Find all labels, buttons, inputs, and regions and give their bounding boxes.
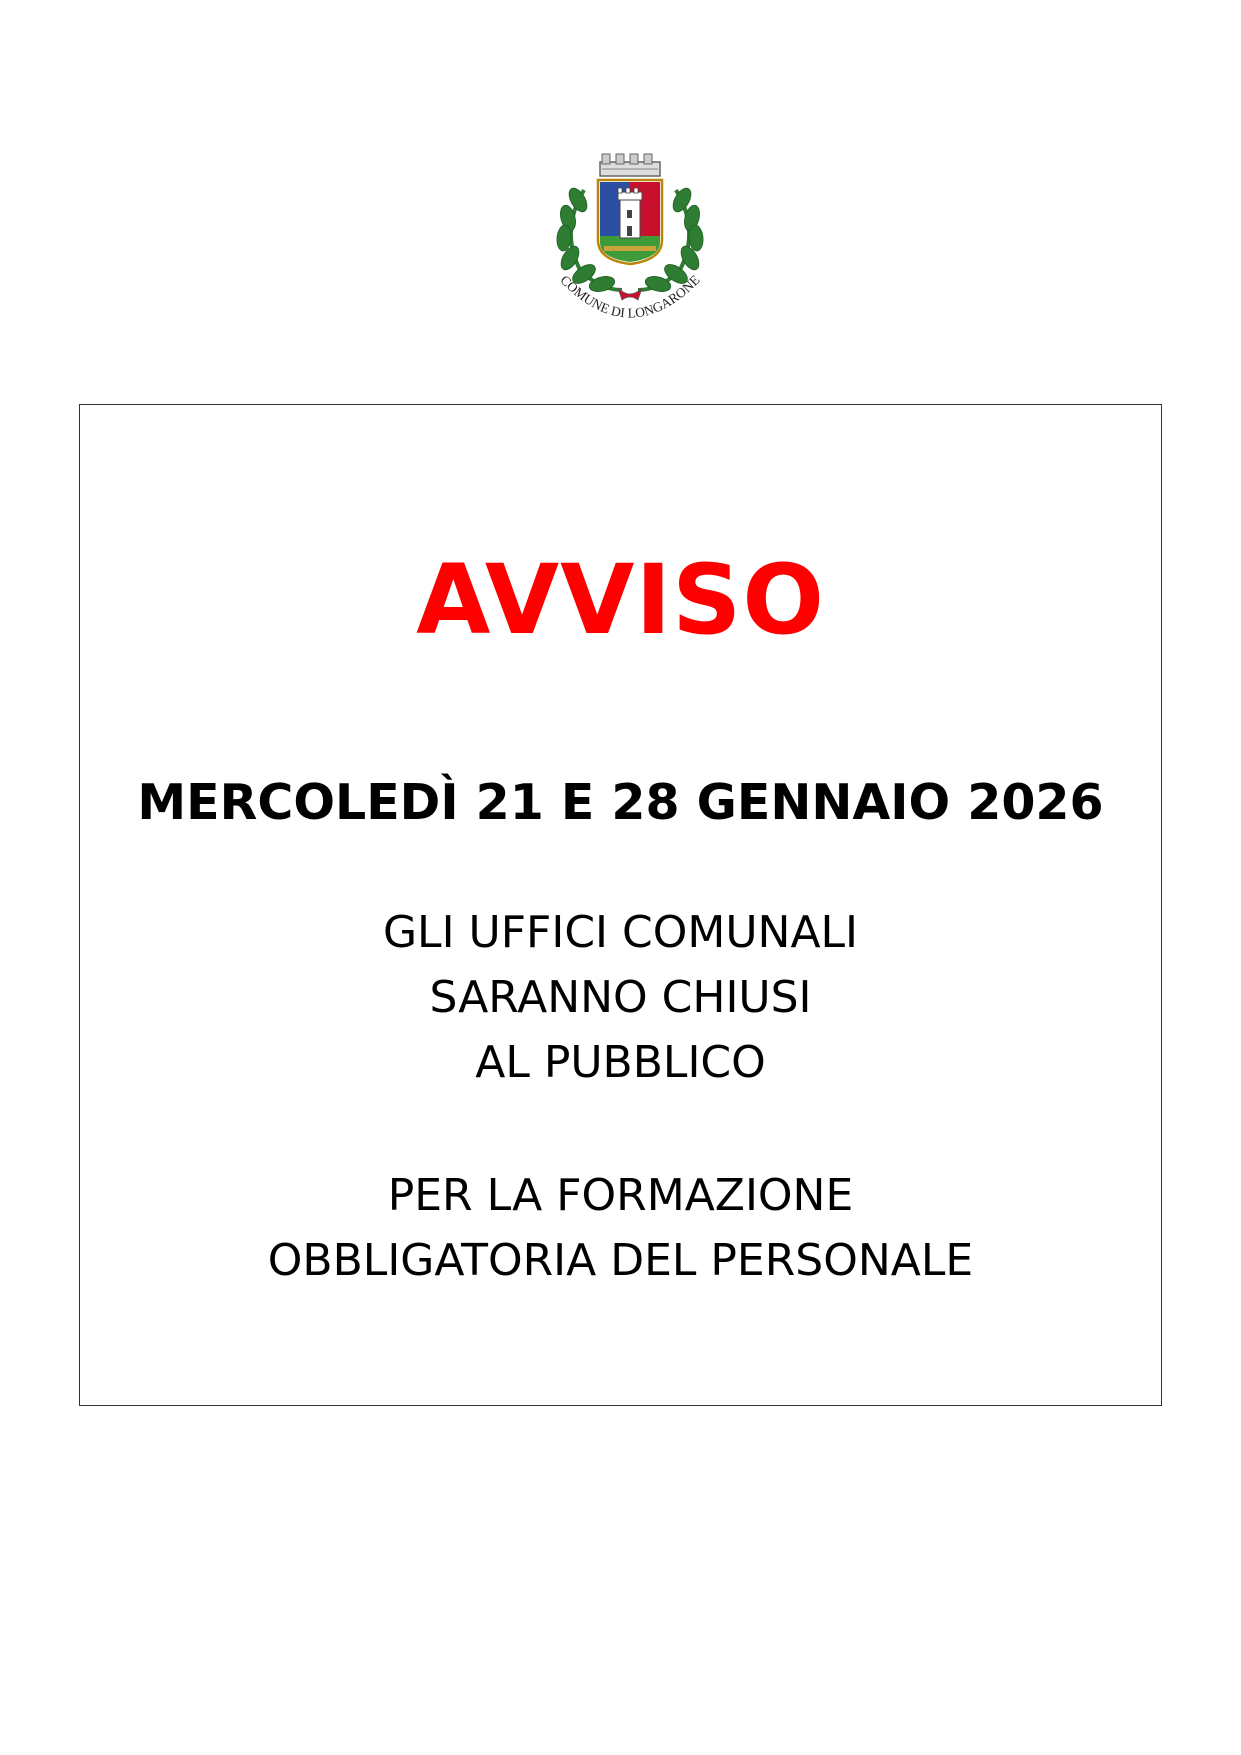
- reason-line: PER LA FORMAZIONE: [387, 1170, 854, 1221]
- crown-icon: [600, 154, 660, 176]
- closure-line: SARANNO CHIUSI: [429, 972, 812, 1023]
- closure-message: [80, 900, 1161, 1095]
- notice-title: AVVISO: [416, 544, 825, 656]
- municipal-coat-of-arms: [540, 150, 720, 340]
- reason-line: OBBLIGATORIA DEL PERSONALE: [267, 1235, 974, 1286]
- reason-message: [80, 1163, 1161, 1293]
- notice-date: MERCOLEDÌ 21 E 28 GENNAIO 2026: [137, 774, 1104, 831]
- closure-line: GLI UFFICI COMUNALI: [382, 907, 859, 958]
- closure-line: AL PUBBLICO: [475, 1037, 766, 1088]
- shield-icon: [598, 180, 662, 264]
- notice-box: [79, 404, 1162, 1406]
- emblem-caption: COMUNE DI LONGARONE: [557, 272, 703, 321]
